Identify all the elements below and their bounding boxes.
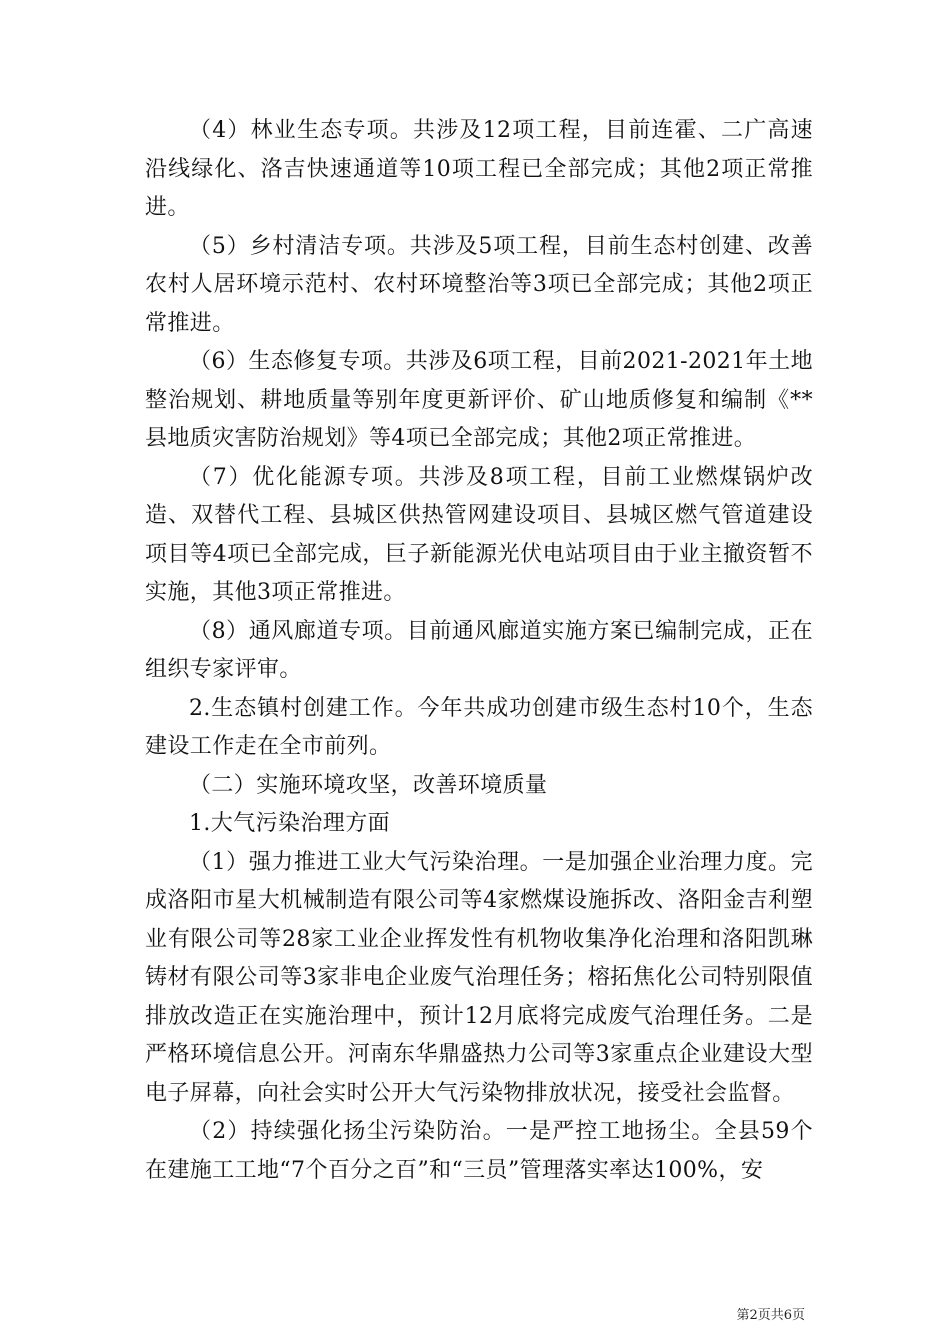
paragraph-rural-cleaning: （5）乡村清洁专项。共涉及5项工程，目前生态村创建、改善农村人居环境示范村、农村环境整治等3项已全部完成；其他2项正常推进。 [145,233,813,336]
page-number: 第2页共6页 [736,1308,805,1323]
paragraph-ventilation-corridor: （8）通风廊道专项。目前通风廊道实施方案已编制完成，正在组织专家评审。 [145,618,813,682]
paragraph-industrial-air: （1）强力推进工业大气污染治理。一是加强企业治理力度。完成洛阳市星大机械制造有限公司等4家燃煤设施拆改、洛阳金吉利塑业有限公司等28家工业企业挥发性有机物收集净化治理和洛阳凯琳铸材有限公司等3家非电企业废气治理任务；榕拓焦化公司特别限值排放改造正在实施治理中，预计12月底将完成废气治理任务。二是严格环境信息公开。河南东华鼎盛热力公司等3家重点企业建设大型电子屏幕，向社会实时公开大气污染物排放状况，接受社会监督。 [145,849,813,1106]
document-body [145,112,813,1190]
paragraph-energy-optimization: （7）优化能源专项。共涉及8项工程，目前工业燃煤锅炉改造、双替代工程、县城区供热管网建设项目、县城区燃气管道建设项目等4项已全部完成，巨子新能源光伏电站项目由于业主撤资暂不实施，其他3项正常推进。 [145,464,813,605]
paragraph-dust-control: （2）持续强化扬尘污染防治。一是严控工地扬尘。全县59个在建施工工地“7个百分之百”和“三员”管理落实率达100%，安 [145,1119,813,1183]
paragraph-eco-village: 2.生态镇村创建工作。今年共成功创建市级生态村10个，生态建设工作走在全市前列。 [145,695,813,759]
paragraph-ecological-restoration: （6）生态修复专项。共涉及6项工程，目前2021-2021年土地整治规划、耕地质量等别年度更新评价、矿山地质修复和编制《**县地质灾害防治规划》等4项已全部完成；其他2项正常推进。 [145,349,813,451]
section-heading-environment: （二）实施环境攻坚，改善环境质量 [189,772,548,798]
subheading-air-pollution: 1.大气污染治理方面 [189,811,390,836]
paragraph-forestry: （4）林业生态专项。共涉及12项工程，目前连霍、二广高速沿线绿化、洛吉快速通道等10项工程已全部完成；其他2项正常推进。 [145,118,813,220]
